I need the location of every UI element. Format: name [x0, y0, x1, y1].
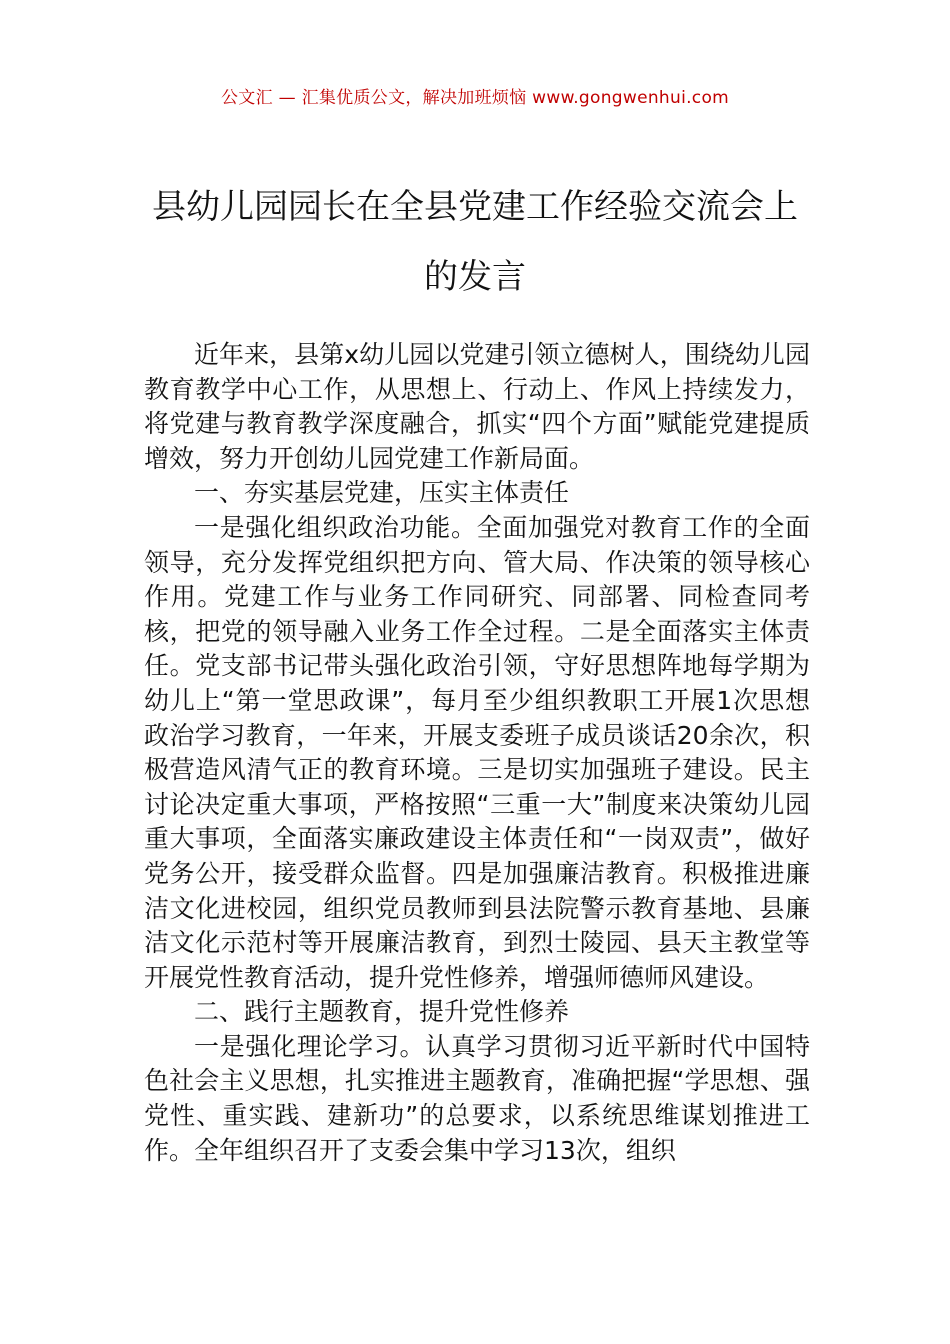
header-banner: 公文汇 — 汇集优质公文，解决加班烦恼 www.gongwenhui.com — [220, 88, 730, 108]
paragraph-intro: 近年来，县第x幼儿园以党建引领立德树人，围绕幼儿园教育教学中心工作，从思想上、行动上、作风上持续发力，将党建与教育教学深度融合，抓实“四个方面”赋能党建提质增效，努力开创幼儿园党建工作新局面。 — [144, 340, 810, 473]
section-heading-2: 二、践行主题教育，提升党性修养 — [194, 997, 570, 1027]
document-title: 县幼儿园园长在全县党建工作经验交流会上的发言 — [152, 187, 798, 297]
section-heading-1: 一、夯实基层党建，压实主体责任 — [194, 478, 570, 508]
document-body — [144, 338, 810, 1168]
paragraph-section-2: 一是强化理论学习。认真学习贯彻习近平新时代中国特色社会主义思想，扎实推进主题教育，准确把握“学思想、强党性、重实践、建新功”的总要求，以系统思维谋划推进工作。全年组织召开了支委会集中学习13次，组织 — [144, 1031, 810, 1165]
paragraph-section-1: 一是强化组织政治功能。全面加强党对教育工作的全面领导，充分发挥党组织把方向、管大局、作决策的领导核心作用。党建工作与业务工作同研究、同部署、同检查同考核，把党的领导融入业务工作全过程。二是全面落实主体责任。党支部书记带头强化政治引领，守好思想阵地每学期为幼儿上“第一堂思政课”，每月至少组织教职工开展1次思想政治学习教育，一年来，开展支委班子成员谈话20余次，积极营造风清气正的教育环境。三是切实加强班子建设。民主讨论决定重大事项，严格按照“三重一大”制度来决策幼儿园重大事项，全面落实廉政建设主体责任和“一岗双责”，做好党务公开，接受群众监督。四是加强廉洁教育。积极推进廉洁文化进校园，组织党员教师到县法院警示教育基地、县廉洁文化示范村等开展廉洁教育，到烈士陵园、县天主教堂等开展党性教育活动，提升党性修养，增强师德师风建设。 — [144, 512, 810, 992]
